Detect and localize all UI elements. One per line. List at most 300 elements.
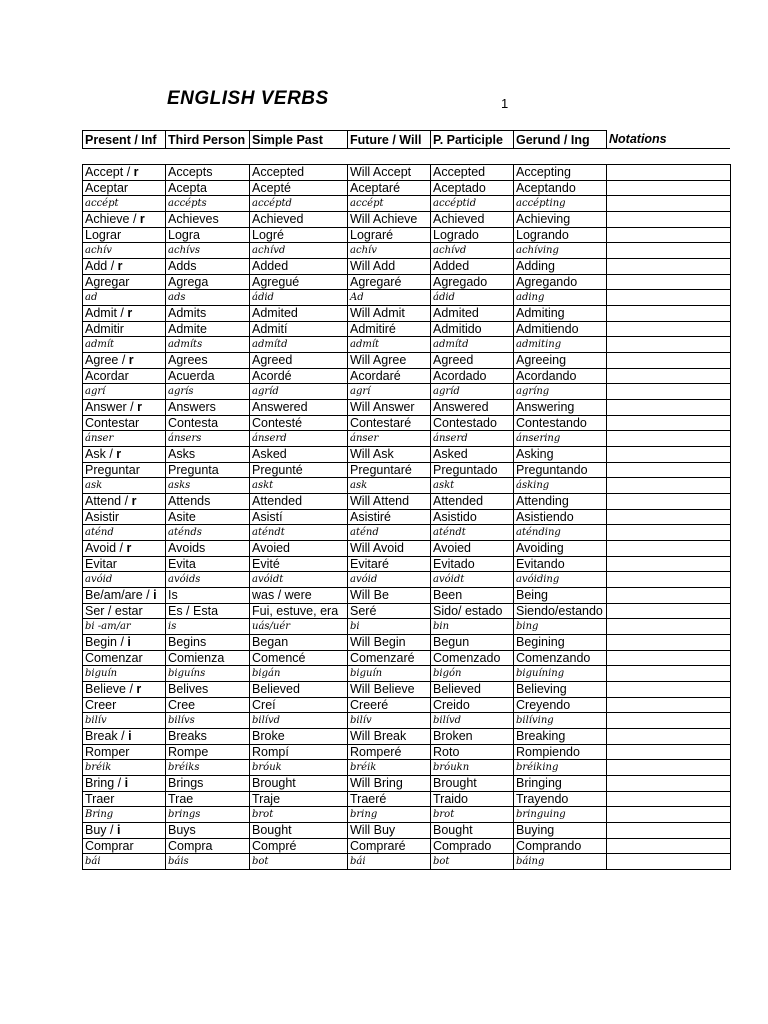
- header-gerund: Gerund / Ing: [513, 130, 606, 149]
- notation-cell: [607, 807, 731, 823]
- pronunciation-cell: aténding: [514, 525, 607, 541]
- header-past-participle: P. Participle: [430, 130, 513, 149]
- pronunciation-cell: admítd: [250, 337, 348, 353]
- verb-future: Will Answer: [348, 400, 431, 416]
- spanish-cell: Acordé: [250, 368, 348, 384]
- verb-past-participle: Been: [431, 588, 514, 604]
- table-row-english: [83, 494, 731, 510]
- notation-cell: [607, 854, 731, 870]
- verbs-table: [82, 164, 731, 870]
- table-row-spanish: [83, 509, 731, 525]
- verb-past-participle: Believed: [431, 682, 514, 698]
- pronunciation-cell: admíts: [166, 337, 250, 353]
- table-row-english: [83, 682, 731, 698]
- notation-cell: [607, 180, 731, 196]
- verb-present: Break: [85, 729, 118, 744]
- spanish-cell: Roto: [431, 744, 514, 760]
- spanish-cell: Evitaré: [348, 556, 431, 572]
- verb-present-cell: Ask / r: [83, 447, 166, 463]
- pronunciation-cell: aténdt: [431, 525, 514, 541]
- notation-cell: [607, 697, 731, 713]
- notation-cell: [607, 321, 731, 337]
- notation-cell: [607, 368, 731, 384]
- verb-type-mark: r: [133, 165, 139, 180]
- table-row-pronunciation: [83, 619, 731, 635]
- verb-gerund: Answering: [514, 400, 607, 416]
- pronunciation-cell: accépt: [348, 196, 431, 212]
- pronunciation-cell: agríng: [514, 384, 607, 400]
- verb-present-cell: Achieve / r: [83, 212, 166, 228]
- verb-third-person: Answers: [166, 400, 250, 416]
- verb-type-mark: i: [124, 776, 129, 791]
- verb-type-mark: i: [127, 635, 131, 650]
- pronunciation-cell: accéptd: [250, 196, 348, 212]
- spanish-cell: Admite: [166, 321, 250, 337]
- notation-cell: [607, 494, 731, 510]
- verb-type-mark: r: [139, 212, 145, 227]
- verb-third-person: Admits: [166, 306, 250, 322]
- pronunciation-cell: biguíns: [166, 666, 250, 682]
- notation-cell: [607, 603, 731, 619]
- spanish-cell: Acordar: [83, 368, 166, 384]
- pronunciation-cell: bróuk: [250, 760, 348, 776]
- notation-cell: [607, 306, 731, 322]
- spanish-cell: Pregunté: [250, 462, 348, 478]
- pronunciation-cell: ádid: [431, 290, 514, 306]
- spanish-cell: Agregando: [514, 274, 607, 290]
- table-row-pronunciation: [83, 290, 731, 306]
- verb-past-participle: Bought: [431, 823, 514, 839]
- pronunciation-cell: brot: [431, 807, 514, 823]
- verb-present: Answer: [85, 400, 127, 415]
- verb-gerund: Accepting: [514, 165, 607, 181]
- verb-type-mark: r: [128, 353, 134, 368]
- verb-present: Achieve: [85, 212, 130, 227]
- verb-third-person: Asks: [166, 447, 250, 463]
- spanish-cell: Asistí: [250, 509, 348, 525]
- pronunciation-cell: bilívs: [166, 713, 250, 729]
- spanish-cell: Acordando: [514, 368, 607, 384]
- pronunciation-cell: accépts: [166, 196, 250, 212]
- spanish-cell: Contesté: [250, 415, 348, 431]
- verb-past-participle: Avoied: [431, 541, 514, 557]
- verb-past-participle: Added: [431, 259, 514, 275]
- spanish-cell: Romper: [83, 744, 166, 760]
- spanish-cell: Acuerda: [166, 368, 250, 384]
- spanish-cell: Admití: [250, 321, 348, 337]
- verb-third-person: Avoids: [166, 541, 250, 557]
- pronunciation-cell: bái: [83, 854, 166, 870]
- verb-simple-past: Attended: [250, 494, 348, 510]
- spanish-cell: Aceptado: [431, 180, 514, 196]
- pronunciation-cell: admiting: [514, 337, 607, 353]
- verb-gerund: Adding: [514, 259, 607, 275]
- header-future: Future / Will: [347, 130, 430, 149]
- verb-simple-past: Brought: [250, 776, 348, 792]
- pronunciation-cell: asks: [166, 478, 250, 494]
- spanish-cell: Evitar: [83, 556, 166, 572]
- verb-present-cell: Believe / r: [83, 682, 166, 698]
- table-row-english: [83, 823, 731, 839]
- notation-cell: [607, 274, 731, 290]
- table-row-spanish: [83, 462, 731, 478]
- spanish-cell: Agregaré: [348, 274, 431, 290]
- verb-type-mark: r: [126, 541, 132, 556]
- table-row-pronunciation: [83, 525, 731, 541]
- notation-cell: [607, 838, 731, 854]
- table-row-english: [83, 353, 731, 369]
- pronunciation-cell: avóid: [348, 572, 431, 588]
- verb-present-cell: Break / i: [83, 729, 166, 745]
- pronunciation-cell: ads: [166, 290, 250, 306]
- table-row-spanish: [83, 650, 731, 666]
- verb-simple-past: Began: [250, 635, 348, 651]
- table-row-pronunciation: [83, 478, 731, 494]
- verb-gerund: Asking: [514, 447, 607, 463]
- table-row-english: [83, 306, 731, 322]
- pronunciation-cell: Ad: [348, 290, 431, 306]
- table-row-spanish: [83, 697, 731, 713]
- table-row-spanish: [83, 321, 731, 337]
- pronunciation-cell: is: [166, 619, 250, 635]
- notation-cell: [607, 384, 731, 400]
- notation-cell: [607, 760, 731, 776]
- verb-gerund: Achieving: [514, 212, 607, 228]
- verb-simple-past: Agreed: [250, 353, 348, 369]
- verb-future: Will Achieve: [348, 212, 431, 228]
- verb-type-mark: i: [116, 823, 121, 838]
- spanish-cell: Aceptaré: [348, 180, 431, 196]
- pronunciation-cell: accéptid: [431, 196, 514, 212]
- verb-third-person: Is: [166, 588, 250, 604]
- spanish-cell: Preguntar: [83, 462, 166, 478]
- spanish-cell: Preguntaré: [348, 462, 431, 478]
- verb-present: Believe: [85, 682, 126, 697]
- verb-third-person: Agrees: [166, 353, 250, 369]
- pronunciation-cell: achív: [83, 243, 166, 259]
- header-simple-past: Simple Past: [249, 130, 347, 149]
- pronunciation-cell: aténdt: [250, 525, 348, 541]
- spanish-cell: Comenzado: [431, 650, 514, 666]
- verb-future: Will Admit: [348, 306, 431, 322]
- table-row-pronunciation: [83, 243, 731, 259]
- pronunciation-cell: aténds: [166, 525, 250, 541]
- table-row-pronunciation: [83, 854, 731, 870]
- notation-cell: [607, 478, 731, 494]
- table-row-spanish: [83, 744, 731, 760]
- spanish-cell: Agregar: [83, 274, 166, 290]
- verb-gerund: Believing: [514, 682, 607, 698]
- table-row-english: [83, 447, 731, 463]
- verb-past-participle: Achieved: [431, 212, 514, 228]
- spanish-cell: Logra: [166, 227, 250, 243]
- verb-simple-past: Broke: [250, 729, 348, 745]
- verbs-table-body: [83, 165, 731, 870]
- notation-cell: [607, 619, 731, 635]
- verb-simple-past: Avoied: [250, 541, 348, 557]
- spanish-cell: Siendo/estando: [514, 603, 607, 619]
- verb-past-participle: Answered: [431, 400, 514, 416]
- table-row-spanish: [83, 180, 731, 196]
- spanish-cell: Comenzando: [514, 650, 607, 666]
- pronunciation-cell: achívd: [250, 243, 348, 259]
- verb-future: Will Attend: [348, 494, 431, 510]
- spanish-cell: Contestado: [431, 415, 514, 431]
- table-row-pronunciation: [83, 666, 731, 682]
- pronunciation-cell: bigán: [250, 666, 348, 682]
- verb-future: Will Break: [348, 729, 431, 745]
- verb-future: Will Buy: [348, 823, 431, 839]
- verb-present: Agree: [85, 353, 119, 368]
- notation-cell: [607, 635, 731, 651]
- notation-cell: [607, 541, 731, 557]
- verb-type-mark: r: [136, 682, 142, 697]
- notation-cell: [607, 556, 731, 572]
- verb-future: Will Believe: [348, 682, 431, 698]
- page-number: 1: [501, 96, 509, 111]
- pronunciation-cell: ading: [514, 290, 607, 306]
- pronunciation-cell: accépting: [514, 196, 607, 212]
- spanish-cell: Ser / estar: [83, 603, 166, 619]
- header-third-person: Third Person: [165, 130, 249, 149]
- notation-cell: [607, 776, 731, 792]
- notation-cell: [607, 525, 731, 541]
- verb-present-cell: Buy / i: [83, 823, 166, 839]
- spanish-cell: Evitando: [514, 556, 607, 572]
- pronunciation-cell: askt: [250, 478, 348, 494]
- spanish-cell: Sido/ estado: [431, 603, 514, 619]
- notation-cell: [607, 290, 731, 306]
- notation-cell: [607, 447, 731, 463]
- spanish-cell: Asistido: [431, 509, 514, 525]
- spanish-cell: Creer: [83, 697, 166, 713]
- verb-past-participle: Asked: [431, 447, 514, 463]
- spanish-cell: Logrando: [514, 227, 607, 243]
- pronunciation-cell: admít: [83, 337, 166, 353]
- verb-future: Will Begin: [348, 635, 431, 651]
- pronunciation-cell: bilív: [83, 713, 166, 729]
- verb-type-mark: r: [131, 494, 137, 509]
- verb-present: Attend: [85, 494, 122, 509]
- pronunciation-cell: aténd: [83, 525, 166, 541]
- verb-type-mark: r: [137, 400, 142, 415]
- verb-gerund: Attending: [514, 494, 607, 510]
- table-row-pronunciation: [83, 431, 731, 447]
- table-row-pronunciation: [83, 384, 731, 400]
- notation-cell: [607, 431, 731, 447]
- spanish-cell: Lograr: [83, 227, 166, 243]
- spanish-cell: Admitido: [431, 321, 514, 337]
- verb-future: Will Agree: [348, 353, 431, 369]
- spanish-cell: Compra: [166, 838, 250, 854]
- spanish-cell: Aceptar: [83, 180, 166, 196]
- pronunciation-cell: bot: [250, 854, 348, 870]
- notation-cell: [607, 337, 731, 353]
- table-row-english: [83, 729, 731, 745]
- pronunciation-cell: ánser: [83, 431, 166, 447]
- pronunciation-cell: accépt: [83, 196, 166, 212]
- spanish-cell: Admitiré: [348, 321, 431, 337]
- verb-future: Will Accept: [348, 165, 431, 181]
- spanish-cell: Comencé: [250, 650, 348, 666]
- spanish-cell: Comprar: [83, 838, 166, 854]
- verb-present: Buy: [85, 823, 107, 838]
- spanish-cell: Logrado: [431, 227, 514, 243]
- spanish-cell: Agregué: [250, 274, 348, 290]
- verb-simple-past: Asked: [250, 447, 348, 463]
- spanish-cell: Acordaré: [348, 368, 431, 384]
- header-notations: Notations: [606, 130, 730, 149]
- spanish-cell: Aceptando: [514, 180, 607, 196]
- verb-present: Bring: [85, 776, 115, 791]
- verb-gerund: Avoiding: [514, 541, 607, 557]
- spanish-cell: Cree: [166, 697, 250, 713]
- page-title: ENGLISH VERBS: [167, 88, 329, 109]
- pronunciation-cell: admítd: [431, 337, 514, 353]
- pronunciation-cell: bing: [514, 619, 607, 635]
- pronunciation-cell: ádid: [250, 290, 348, 306]
- notation-cell: [607, 243, 731, 259]
- pronunciation-cell: bilívd: [250, 713, 348, 729]
- pronunciation-cell: achíving: [514, 243, 607, 259]
- verb-present: Avoid: [85, 541, 117, 556]
- spanish-cell: Acepté: [250, 180, 348, 196]
- spanish-cell: Rompiendo: [514, 744, 607, 760]
- verb-past-participle: Begun: [431, 635, 514, 651]
- notation-cell: [607, 165, 731, 181]
- pronunciation-cell: avóid: [83, 572, 166, 588]
- notation-cell: [607, 227, 731, 243]
- verb-present-cell: Avoid / r: [83, 541, 166, 557]
- verb-simple-past: Bought: [250, 823, 348, 839]
- table-row-english: [83, 588, 731, 604]
- pronunciation-cell: agrí: [348, 384, 431, 400]
- spanish-cell: Creido: [431, 697, 514, 713]
- notation-cell: [607, 400, 731, 416]
- table-row-spanish: [83, 415, 731, 431]
- verb-third-person: Brings: [166, 776, 250, 792]
- verb-present-cell: Answer / r: [83, 400, 166, 416]
- pronunciation-cell: agrí: [83, 384, 166, 400]
- pronunciation-cell: bin: [431, 619, 514, 635]
- pronunciation-cell: avóidt: [250, 572, 348, 588]
- verb-type-mark: r: [117, 259, 123, 274]
- notation-cell: [607, 729, 731, 745]
- pronunciation-cell: ásking: [514, 478, 607, 494]
- table-row-english: [83, 259, 731, 275]
- pronunciation-cell: avóidt: [431, 572, 514, 588]
- pronunciation-cell: ánserd: [250, 431, 348, 447]
- pronunciation-cell: bilíving: [514, 713, 607, 729]
- verb-type-mark: r: [127, 306, 133, 321]
- verb-third-person: Accepts: [166, 165, 250, 181]
- table-row-english: [83, 776, 731, 792]
- spanish-cell: Trayendo: [514, 791, 607, 807]
- table-row-spanish: [83, 791, 731, 807]
- verb-present-cell: Agree / r: [83, 353, 166, 369]
- pronunciation-cell: báis: [166, 854, 250, 870]
- pronunciation-cell: ánsers: [166, 431, 250, 447]
- spanish-cell: Contestando: [514, 415, 607, 431]
- verb-past-participle: Agreed: [431, 353, 514, 369]
- pronunciation-cell: ask: [348, 478, 431, 494]
- verb-simple-past: Added: [250, 259, 348, 275]
- pronunciation-cell: báing: [514, 854, 607, 870]
- spanish-cell: Lograré: [348, 227, 431, 243]
- verb-present-cell: Attend / r: [83, 494, 166, 510]
- pronunciation-cell: aténd: [348, 525, 431, 541]
- pronunciation-cell: bréik: [348, 760, 431, 776]
- spanish-cell: Preguntando: [514, 462, 607, 478]
- spanish-cell: Preguntado: [431, 462, 514, 478]
- verb-gerund: Being: [514, 588, 607, 604]
- table-header: [82, 130, 729, 150]
- verb-third-person: Belives: [166, 682, 250, 698]
- table-row-pronunciation: [83, 196, 731, 212]
- notation-cell: [607, 462, 731, 478]
- table-row-spanish: [83, 274, 731, 290]
- pronunciation-cell: biguín: [348, 666, 431, 682]
- verb-present-cell: Accept / r: [83, 165, 166, 181]
- notation-cell: [607, 744, 731, 760]
- pronunciation-cell: bilív: [348, 713, 431, 729]
- verb-third-person: Buys: [166, 823, 250, 839]
- notation-cell: [607, 791, 731, 807]
- spanish-cell: Rompí: [250, 744, 348, 760]
- verb-third-person: Achieves: [166, 212, 250, 228]
- verb-future: Will Avoid: [348, 541, 431, 557]
- spanish-cell: Contesta: [166, 415, 250, 431]
- spanish-cell: Contestaré: [348, 415, 431, 431]
- notation-cell: [607, 588, 731, 604]
- verb-third-person: Attends: [166, 494, 250, 510]
- verb-simple-past: Achieved: [250, 212, 348, 228]
- table-row-pronunciation: [83, 713, 731, 729]
- pronunciation-cell: agríd: [431, 384, 514, 400]
- spanish-cell: Asistiré: [348, 509, 431, 525]
- verb-type-mark: r: [116, 447, 122, 462]
- table-row-english: [83, 541, 731, 557]
- verb-present: Ask: [85, 447, 106, 462]
- verb-future: Will Be: [348, 588, 431, 604]
- notation-cell: [607, 572, 731, 588]
- verb-past-participle: Accepted: [431, 165, 514, 181]
- table-row-pronunciation: [83, 807, 731, 823]
- spanish-cell: Compraré: [348, 838, 431, 854]
- verb-present-cell: Admit / r: [83, 306, 166, 322]
- pronunciation-cell: Bring: [83, 807, 166, 823]
- spanish-cell: Traido: [431, 791, 514, 807]
- verb-type-mark: i: [153, 588, 157, 603]
- pronunciation-cell: agríd: [250, 384, 348, 400]
- spanish-cell: Rompe: [166, 744, 250, 760]
- pronunciation-cell: bréiks: [166, 760, 250, 776]
- pronunciation-cell: bróukn: [431, 760, 514, 776]
- pronunciation-cell: biguíning: [514, 666, 607, 682]
- verb-gerund: Breaking: [514, 729, 607, 745]
- pronunciation-cell: bot: [431, 854, 514, 870]
- notation-cell: [607, 823, 731, 839]
- verb-present-cell: Be/am/are / i: [83, 588, 166, 604]
- verb-simple-past: Admited: [250, 306, 348, 322]
- notation-cell: [607, 353, 731, 369]
- spanish-cell: Seré: [348, 603, 431, 619]
- spanish-cell: Creeré: [348, 697, 431, 713]
- verb-third-person: Breaks: [166, 729, 250, 745]
- pronunciation-cell: uás/uér: [250, 619, 348, 635]
- pronunciation-cell: avóiding: [514, 572, 607, 588]
- spanish-cell: Compré: [250, 838, 348, 854]
